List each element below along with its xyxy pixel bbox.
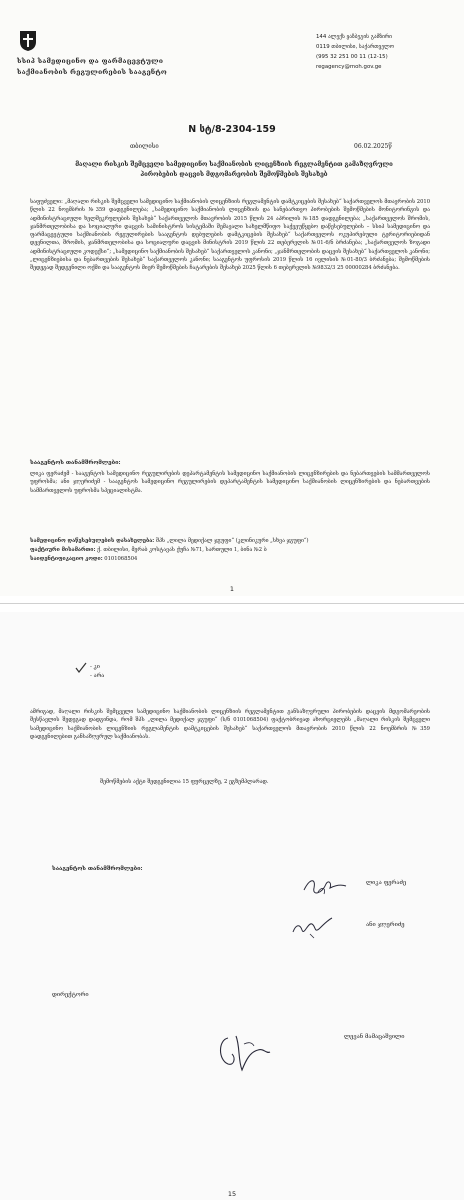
document-number: N სტ/8-2304-159	[188, 124, 276, 135]
signature-1	[300, 874, 350, 900]
staff-paragraph: ლიკა ფერაძემ - სააგენტოს სამედიცინო რეგულირების დეპარტამენტის სამედიცინო საქმიანობის ლიცენზირების და ნებართვების სამმართველოს უფროსმა; ანი ჯღერიძემ - სააგენტოს სამედიცინო რეგულირების დეპარტამენტის სამედიცინო საქმიანობის ლიცენზირების და ნებართვების სამმართველოს უფროსმა სპეციალისტმა.	[30, 471, 430, 494]
signer-2-name: ანი ჯღერიძე	[366, 922, 405, 928]
checkmark-icon	[74, 662, 88, 674]
entity-id-value: 0101068504	[104, 556, 138, 562]
conclusion-paragraph: ამრიგად, მაღალი რისკის შემცველი სამედიცინო საქმიანობის ლიცენზიის რეგლამენტით განსაზღვრული პირობების დაცვის მდგომარეობის შესწავლის შედეგად დადგინდა, რომ შპს „ლილა მედიქალ ჯგუფი“ (ს/ნ 0101068504) ფაქტობრივად ახორციელებს „მაღალი რისკის შემცველი სამედიცინო საქმიანობის ლიცენზიის რეგლამენტის დამტკიცების შესახებ“ საქართველოს მთავრობის 2010 წლის 22 ნოემბრის №359 დადგენილებით განსაზღვრულ საქმიანობას.	[30, 709, 430, 740]
staff-section-title: სააგენტოს თანამშრომლები:	[30, 460, 121, 466]
closing-statement: შემოწმების აქტი შედგენილია 15 ფურცელზე, 2 ეგზემპლარად.	[100, 779, 269, 785]
page-number-15: 15	[227, 1190, 237, 1198]
signature-3	[214, 1030, 274, 1076]
agency-name-line2: საქმიანობის რეგულირების სააგენტო	[17, 68, 167, 76]
agency-name-line1: სსიპ სამედიცინო და ფარმაცევტული	[17, 57, 164, 65]
staff-signatures-title: სააგენტოს თანამშრომლები:	[52, 866, 143, 872]
document-date: 06.02.2025წ	[354, 143, 392, 150]
director-label: დირექტორი	[52, 992, 89, 998]
entity-name-row	[30, 537, 430, 545]
entity-address-value: ქ. თბილისი, მერაბ კოსტავას ქუჩა №71, სართული 1, ბინა №2 ბ	[97, 547, 267, 553]
entity-address-label: ფაქტიური მისამართი:	[30, 547, 96, 553]
entity-address-row	[30, 546, 430, 554]
page-separator	[0, 596, 464, 612]
coat-of-arms-logo	[18, 30, 38, 52]
entity-name-value: შპს „ლილა მედიქალ ჯგუფი“ (კლინიკური „სხვა ჯგუფი“)	[155, 538, 309, 544]
signature-2	[290, 914, 336, 940]
document-heading-line1: მაღალი რისკის შემცველი სამედიცინო საქმიანობის ლიცენზიის რეგლამენტით გამაზღვრული	[75, 161, 393, 168]
document-city: თბილისი	[130, 143, 159, 150]
document-page-2	[0, 612, 464, 1200]
legal-basis-paragraph: საფუძველი: „მაღალი რისკის შემცველი სამედიცინო საქმიანობის ლიცენზიის რეგლამენტის დამტკიცების შესახებ“ საქართველოს მთავრობის 2010 წლის 22 ნოემბრის №359 დადგენილება; „სამედიცინო საქმიანობის ლიცენზიის და სანებართვო პირობების შემოწმების მონიტორინგის და ადმინისტრაციული ხელშეკრულების შესახებ“ საქართველოს მთავრობის 2015 წლის 24 აპრილის №185 დადგენილება; „საქართველოს შრომის, ჯანმრთელობისა და სოციალური დაცვის სამინისტროს სისტემაში შემავალი სახელმწიფო საქვეუწყებო დაწესებულების – სსიპ სამედიცინო და ფარმაცევტული საქმიანობის რეგულირების სააგენტოს დებულების დამტკიცების შესახებ“ საქართველოს ოკუპირებული ტერიტორიებიდან დევნილთა, შრომის, ჯანმრთელობისა და სოციალური დაცვის მინისტრის 2019 წლის 22 თებერვლის №01-6/ნ ბრძანება; „საქართველოს ზოგადი ადმინისტრაციული კოდექსი“; „სამედიცინო საქმიანობის შესახებ“ საქართველოს კანონი; „ჯანმრთელობის დაცვის შესახებ“ საქართველოს კანონი; „ლიცენზიებისა და ნებართვების შესახებ“ საქართველოს კანონი; სააგენტოს უფროსის 2019 წლის 16 ივლისის №01-80/3 ბრძანება; შემოწმების შედეგად შედგენილი ოქმი და სააგენტოს მიერ შემოწმების ჩატარების შესახებ 2025 წლის 6 თებერვლის №9832/3 25 00000284 ბრძანება.	[30, 199, 430, 272]
contact-phone: (995 32 251 00 11 (12-15)	[316, 54, 388, 60]
entity-id-label: საიდენტიფიკაციო კოდი:	[30, 556, 103, 562]
option-yes: - კი	[90, 664, 100, 670]
signer-1-name: ლიკა ფერაძე	[366, 880, 407, 886]
document-page-1	[0, 0, 464, 596]
page-number-1: 1	[229, 585, 235, 593]
entity-name-label: სამედიცინო დაწესებულების დასახელება:	[30, 538, 155, 544]
document-heading-line2: პირობების დაცვის მდგომარეობის შემოწმების შესახებ	[140, 171, 328, 178]
option-no: - არა	[90, 673, 105, 679]
signer-3-name: ლევან მამაცაშვილი	[344, 1034, 405, 1040]
contact-address: 144 ალექს ყაზბეგის გამზირი	[316, 34, 392, 40]
contact-city: 0119 თბილისი, საქართველო	[316, 44, 395, 50]
contact-email: regagency@moh.gov.ge	[316, 64, 382, 70]
entity-id-row	[30, 555, 430, 563]
